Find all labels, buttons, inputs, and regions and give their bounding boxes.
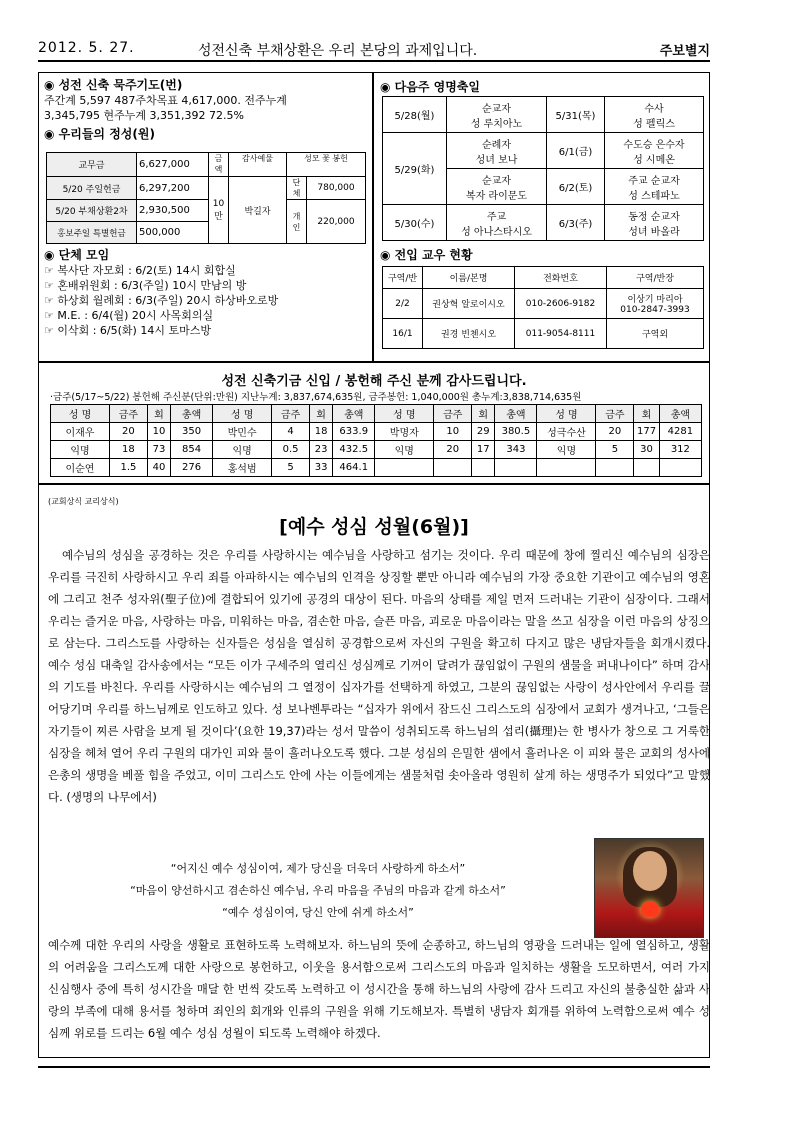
- fund-cell: 0.5: [272, 441, 310, 459]
- fund-cell: 17: [472, 441, 495, 459]
- feast-name-a: 복자 라이문도: [465, 190, 528, 202]
- fund-cell: 성극수산: [537, 423, 596, 441]
- transfer-header: 전화번호: [515, 267, 607, 289]
- header: [38, 40, 710, 62]
- fund-cell: [472, 459, 495, 477]
- fund-cell: 177: [634, 423, 659, 441]
- fund-cell: 20: [596, 423, 634, 441]
- header-tag: 주보별지: [659, 44, 710, 59]
- fund-header: 총액: [333, 405, 375, 423]
- feast-title-a: 순교자: [482, 175, 511, 187]
- fund-header: 성 명: [537, 405, 596, 423]
- quote-line: “어지신 예수 성심이여, 제가 당신을 더욱더 사랑하게 하소서”: [170, 862, 466, 875]
- fund-header: 회: [310, 405, 333, 423]
- header-date: 2012. 5. 27.: [38, 40, 135, 56]
- feast-name-b: 성 스테파노: [628, 190, 680, 202]
- fund-cell: [495, 459, 537, 477]
- fund-header: 총액: [171, 405, 213, 423]
- fund-header: 성 명: [375, 405, 434, 423]
- feast-date: 5/31(목): [547, 97, 605, 133]
- bottom-rule: [38, 1066, 710, 1068]
- transfer-header: 이름/본명: [423, 267, 515, 289]
- fund-cell: [634, 459, 659, 477]
- offering-label: 5/20 부채상환2차: [47, 200, 137, 222]
- indiv-value: 220,000: [307, 200, 366, 244]
- fund-cell: 이재우: [51, 423, 110, 441]
- fund-cell: 익명: [375, 441, 434, 459]
- fund-cell: 432.5: [333, 441, 375, 459]
- fund-cell: 633.9: [333, 423, 375, 441]
- feast-name-a: 성 아나스타시오: [461, 226, 532, 238]
- feast-title-a: 주교: [486, 211, 507, 223]
- sacred-heart-image: [594, 838, 704, 938]
- offering-label: 홍보주일 특별헌금: [47, 222, 137, 244]
- transfer-title: ◉ 전입 교우 현황: [380, 248, 473, 262]
- offerings-title: ◉ 우리들의 정성(원): [44, 127, 155, 141]
- article-paragraph-1: 예수님의 성심을 공경하는 것은 우리를 사랑하시는 예수님을 사랑하고 섬기는 것이다. 우리 때문에 창에 찔리신 예수님의 심장은 우리를 극진히 사랑하시고 우리 죄를 아파하시는 예수님의 인격을 상징할 뿐만 아니라 예수님의 가장 중요한 기관이고 예수님의 영혼에 그리고 천주 성자위(聖子位)에 결합되어 있기에 공경의 대상이 된다. 마음의 상태를 제일 먼저 드러내는 기관이 심장이다. 그래서 우리는 즐거운 마음, 사랑하는 마음, 미워하는 마음, 겸손한 마음, 슬픈 마음, 괴로운 마음이라는 말을 쓰고 심장을 이런 마음의 상징으로 삼는다. 그리스도를 사랑하는 신자들은 성심을 열심히 공경함으로써 자신의 구원을 확고히 다지고 많은 냉담자들을 회개시켰다. 예수 성심 대축일 감사송에서는 “모든 이가 구세주의 열리신 성심께로 기꺼이 달려가 끊임없이 구원의 샘물을 퍼내나이다” 하며 감사의 기도를 바친다. 우리를 사랑하시는 예수님의 그 열정이 십자가를 선택하게 하였고, 그분의 끊임없는 사랑이 성사안에서 우리를 끌어당기며 우리를 하느님께로 인도하고 있다. 성 보나벤투라는 “십자가 위에서 잠드신 그리스도의 심장에서 교회가 생겨나고, ‘그들은 자기들이 찌른 사람을 보게 될 것이다’(요한 19,37)라는 성서 말씀이 성취되도록 하느님의 섭리(攝理)는 한 병사가 창으로 그 거룩한 심장을 헤쳐 열어 우리 구원의 대가인 피와 물이 흘러나오도록 했다. 그분 성심의 은밀한 샘에서 흘러나온 이 피와 물은 교회의 성사에 은총의 생명을 베풀 힘을 주었고, 이미 그리스도 안에 사는 이들에게는 샘물처럼 솟아올라 영원히 살게 하는 생명주가 되었다”고 말했다. (생명의 나무에서): [48, 548, 710, 804]
- offering-value: 2,930,500: [137, 200, 209, 222]
- quote-line: “마음이 양선하시고 겸손하신 예수님, 우리 마음을 주님의 마음과 같게 하소서”: [130, 884, 506, 897]
- article-source: (교회상식 교리상식): [48, 497, 119, 506]
- fund-cell: 20: [109, 423, 147, 441]
- fund-cell: [659, 459, 701, 477]
- fund-cell: 4281: [659, 423, 701, 441]
- group-item: ☞ M.E. : 6/4(월) 20시 사목회의실: [44, 309, 214, 322]
- fund-cell: 18: [109, 441, 147, 459]
- fund-cell: 276: [171, 459, 213, 477]
- header-slogan: 성전신축 부채상환은 우리 본당의 과제입니다.: [198, 43, 478, 59]
- offering-value: 6,627,000: [137, 153, 209, 177]
- transfer-leader-phone: 010-2847-3993: [620, 305, 690, 315]
- quote-line: “예수 성심이여, 당신 안에 쉬게 하소서”: [222, 906, 414, 919]
- feast-date: 6/3(주): [547, 205, 605, 241]
- transfer-table: [382, 266, 704, 349]
- feast-name-b: 성 펠릭스: [633, 118, 675, 130]
- transfer-cell: 권경 빈첸시오: [423, 319, 515, 349]
- feast-date: 5/29(화): [383, 133, 447, 205]
- feast-title-b: 수사: [644, 103, 664, 115]
- fund-cell: 18: [310, 423, 333, 441]
- transfer-leader: 구역외: [607, 319, 704, 349]
- fund-cell: 10: [147, 423, 170, 441]
- article-title: [예수 성심 성월(6월)]: [279, 516, 469, 538]
- feast-name-a: 성 루치아노: [470, 118, 523, 130]
- fund-cell: 5: [596, 441, 634, 459]
- heart-icon: [641, 901, 659, 917]
- group-item: ☞ 하상회 월례회 : 6/3(주일) 20시 하상바오로방: [44, 294, 279, 307]
- fund-header: 총액: [495, 405, 537, 423]
- fund-cell: 23: [310, 441, 333, 459]
- fund-header: 금주: [109, 405, 147, 423]
- fund-cell: 73: [147, 441, 170, 459]
- vertical-divider: [372, 72, 374, 362]
- transfer-cell: 011-9054-8111: [515, 319, 607, 349]
- fund-cell: 350: [171, 423, 213, 441]
- fund-header: 금주: [272, 405, 310, 423]
- prayer-line-2: 3,345,795 현주누계 3,351,392 72.5%: [44, 109, 244, 122]
- fund-cell: 이순연: [51, 459, 110, 477]
- transfer-header: 구역/반장: [607, 267, 704, 289]
- fund-cell: 343: [495, 441, 537, 459]
- fund-cell: 33: [310, 459, 333, 477]
- fund-cell: [596, 459, 634, 477]
- group-item: ☞ 이삭회 : 6/5(화) 14시 토마스방: [44, 324, 211, 337]
- feast-title-a: 순례자: [482, 139, 511, 151]
- offering-label: 5/20 주일헌금: [47, 177, 137, 200]
- fund-header: 성 명: [51, 405, 110, 423]
- amount-cell: 10만: [209, 177, 229, 244]
- face-shape: [633, 851, 667, 891]
- fund-cell: 10: [434, 423, 472, 441]
- fund-cell: 익명: [51, 441, 110, 459]
- fund-cell: 312: [659, 441, 701, 459]
- group-value: 780,000: [307, 177, 366, 200]
- feast-table: [382, 96, 704, 241]
- feast-name-b: 성 시메온: [633, 154, 675, 166]
- feast-date: 6/1(금): [547, 133, 605, 169]
- indiv-label: 개인: [287, 200, 307, 244]
- fund-cell: 854: [171, 441, 213, 459]
- prayer-line-1: 주간계 5,597 487주차목표 4,617,000. 전주누계: [44, 94, 287, 107]
- group-item: ☞ 복사단 자모회 : 6/2(토) 14시 회합실: [44, 264, 236, 277]
- fund-cell: [375, 459, 434, 477]
- fund-cell: 익명: [213, 441, 272, 459]
- fund-cell: 익명: [537, 441, 596, 459]
- transfer-cell: 16/1: [383, 319, 423, 349]
- transfer-cell: 권상혁 알로이시오: [423, 289, 515, 319]
- fund-header: 성 명: [213, 405, 272, 423]
- feast-name-a: 성녀 보나: [475, 154, 518, 166]
- fund-cell: 박명자: [375, 423, 434, 441]
- transfer-cell: 2/2: [383, 289, 423, 319]
- fund-cell: 464.1: [333, 459, 375, 477]
- feast-title-b: 동정 순교자: [628, 211, 680, 223]
- fund-cell: 40: [147, 459, 170, 477]
- offerings-table: [46, 152, 366, 244]
- feast-date: 5/28(월): [383, 97, 447, 133]
- donor-header: 감사예물: [229, 153, 287, 177]
- offering-value: 6,297,200: [137, 177, 209, 200]
- fund-cell: 30: [634, 441, 659, 459]
- amount-header: 금액: [209, 153, 229, 177]
- fund-cell: 5: [272, 459, 310, 477]
- article-quotes: [48, 858, 588, 924]
- fund-header: 금주: [596, 405, 634, 423]
- feast-name-b: 성녀 바올라: [628, 226, 680, 238]
- feast-title-a: 순교자: [482, 103, 511, 115]
- feast-date: 5/30(수): [383, 205, 447, 241]
- fund-cell: 1.5: [109, 459, 147, 477]
- fund-cell: [537, 459, 596, 477]
- feast-title: ◉ 다음주 영명축일: [380, 80, 480, 94]
- group-label: 단체: [287, 177, 307, 200]
- feast-date: 6/2(토): [547, 169, 605, 205]
- offering-label: 교무금: [47, 153, 137, 177]
- fund-cell: [434, 459, 472, 477]
- fund-header: 금주: [434, 405, 472, 423]
- groups-section: [44, 246, 370, 338]
- transfer-header: 구역/반: [383, 267, 423, 289]
- flower-header: 성모 꽃 봉헌: [287, 153, 366, 177]
- article-paragraph-2: 예수께 대한 우리의 사랑을 생활로 표현하도록 노력해보자. 하느님의 뜻에 순종하고, 하느님의 영광을 드러내는 일에 열심하고, 생활의 어려움을 그리스도께 대한 사랑으로 봉헌하고, 이웃을 용서함으로써 그리스도의 마음과 일치하는 생활을 도모하면서, 여러 가지 신심행사 중에 특히 성시간을 매달 한 번씩 갖도록 노력하고 이 성시간을 통해 하느님의 사랑에 감사 드리고 자신의 불충실한 삶과 사랑의 부족에 대해 용서를 청하며 죄인의 회개와 인류의 구원을 위해 기도해보자. 특별히 냉담자 회개를 위하여 노력함으로써 예수 성심께 위로를 드리는 6월 예수 성심 성월이 되도록 노력해야 하겠다.: [48, 938, 710, 1040]
- fund-table: [50, 404, 702, 477]
- fund-cell: 4: [272, 423, 310, 441]
- fund-subtitle: ·금주(5/17~5/22) 봉헌해 주신분(단위:만원) 지난누계: 3,837,674,635원, 금주봉헌: 1,040,000원 총누계:3,838,714,635원: [50, 392, 582, 403]
- fund-header: 총액: [659, 405, 701, 423]
- feast-title-b: 주교 순교자: [628, 175, 680, 187]
- fund-header: 회: [472, 405, 495, 423]
- fund-cell: 29: [472, 423, 495, 441]
- transfer-leader: 이상기 마리아: [627, 295, 683, 305]
- transfer-cell: 010-2606-9182: [515, 289, 607, 319]
- feast-title-b: 수도승 은수자: [623, 139, 685, 151]
- group-item: ☞ 혼배위원회 : 6/3(주일) 10시 만남의 방: [44, 279, 247, 292]
- offering-value: 500,000: [137, 222, 209, 244]
- prayer-section: [44, 76, 370, 142]
- fund-header: 회: [147, 405, 170, 423]
- fund-title: 성전 신축기금 신입 / 봉헌해 주신 분께 감사드립니다.: [221, 374, 527, 389]
- fund-cell: 20: [434, 441, 472, 459]
- fund-header: 회: [634, 405, 659, 423]
- fund-cell: 박민수: [213, 423, 272, 441]
- prayer-title: ◉ 성전 신축 묵주기도(번): [44, 78, 183, 92]
- donor-cell: 박길자: [229, 177, 287, 244]
- fund-cell: 380.5: [495, 423, 537, 441]
- fund-cell: 홍석범: [213, 459, 272, 477]
- groups-title: ◉ 단체 모임: [44, 248, 110, 262]
